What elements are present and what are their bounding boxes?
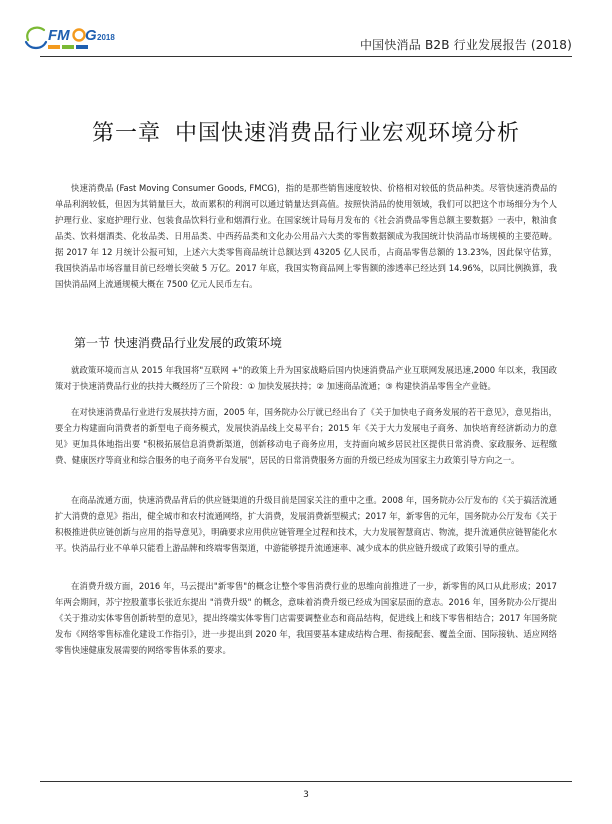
intro-paragraph: 快速消费品 (Fast Moving Consumer Goods, FMCG)，指的是那些销售速度较快、价格相对较低的货品种类。尽管快速消费品的单品利润较低，但因为其销量巨大，故而累积的利润可以通过销量达到高值。按照快消品的使用领域，我们可以把这个市场细分为个人护理行业、家庭护理行业、包装食品饮料行业和烟酒行业。在国家统计局每月发布的《社会消费品零售总额主要数据》一表中，粮油食品类、饮料烟酒类、化妆品类、日用品类、中西药品类和文化办公用品六大类的零售数据额成为我国统计快消品市场规模的主要范畴。据 2017 年 12 月统计公报可知，上述六大类零售商品统计总额达到 43205 亿人民币，占商品零售总额的 13.23%，因此保守估算，我国快消品市场容量目前已经增长突破 5 万亿。2017 年底，我国实物商品网上零售额的渗透率已经达到 14.96%，以同比例换算，我国快消品网上流通规模大概在 7500 亿元人民币左右。 <box>55 183 557 289</box>
page-number: 3 <box>303 790 309 800</box>
svg-text:G: G <box>85 27 97 44</box>
section-paragraph-4: 在消费升级方面，2016 年，马云提出"新零售"的概念让整个零售消费行业的思维向前推进了一步，新零售的风口从此形成；2017 年两会期间，苏宁控股董事长张近东提出 "消费升级" 的概念，意味着消费升级已经成为国家层面的意志。2016 年，国务院办公厅提出《关于推动实体零售创新转型的意见》，提出终端实体零售门店需要调整业态和商品结构，促进线上和线下零售相结合；2017 年国务院发布《网络零售标准化建设工作指引》，进一步提出到 2020 年，我国要基本建成结构合理、衔接配套、覆盖全面、国际接轨、适应网络零售快速健康发展需要的网络零售体系的要求。 <box>55 581 557 655</box>
section-paragraph-3: 在商品流通方面，快速消费品背后的供应链渠道的升级目前是国家关注的重中之重。2008 年，国务院办公厅发布的《关于搞活流通扩大消费的意见》指出，健全城市和农村流通网络，扩大消费，发展消费新型模式；2017 年，新零售的元年，国务院办公厅发布《关于积极推进供应链创新与应用的指导意见》，明确要求应用供应链管理全过程和技术，大力发展智慧商店、物流，提升流通供应链智能化水平。快消品行业不单单只能看上游品牌和终端零售渠道，中游能够提升流通速率、减少成本的供应链升级成了政策引导的重点。 <box>55 495 557 553</box>
chapter-title <box>0 116 612 147</box>
header-divider <box>40 56 572 57</box>
section-paragraph-2: 在对快速消费品行业进行发展扶持方面，2005 年，国务院办公厅就已经出台了《关于加快电子商务发展的若干意见》，意见指出，要全力构建面向消费者的新型电子商务模式，发展快消品线上交易平台；2015 年《关于大力发展电子商务、加快培育经济新动力的意见》更加具体地指出要 "积极拓展信息消费新渠道，创新移动电子商务应用，支持面向城乡居民社区提供日常消费、家政服务、远程缴费、健康医疗等商业和综合服务的电子商务平台发展"，居民的日常消费服务方面的升级已经成为国家主力政策引导方向之一。 <box>55 407 557 465</box>
fmcg-logo-graphic <box>22 20 142 56</box>
chapter-number: 第一章 <box>91 121 161 146</box>
section-title: 第一节 快速消费品行业发展的政策环境 <box>74 336 282 350</box>
svg-text:FM: FM <box>48 27 70 44</box>
section-paragraph-1: 就政策环境而言从 2015 年我国将"互联网 +"的政策上升为国家战略后国内快速消费品产业互联网发展迅速,2000 年以来，我国政策对于快速消费品行业的扶持大概经历了三个阶段：① 加快发展扶持；② 加速商品流通；③ 构建快消品零售全产业链。 <box>55 365 557 391</box>
page-header <box>0 0 612 60</box>
svg-text:2018: 2018 <box>97 33 115 42</box>
fmcg-logo <box>22 20 142 56</box>
footer-divider <box>40 781 572 782</box>
report-title: 中国快消品 B2B 行业发展报告 (2018) <box>359 38 572 52</box>
chapter-heading: 中国快速消费品行业宏观环境分析 <box>175 121 521 146</box>
